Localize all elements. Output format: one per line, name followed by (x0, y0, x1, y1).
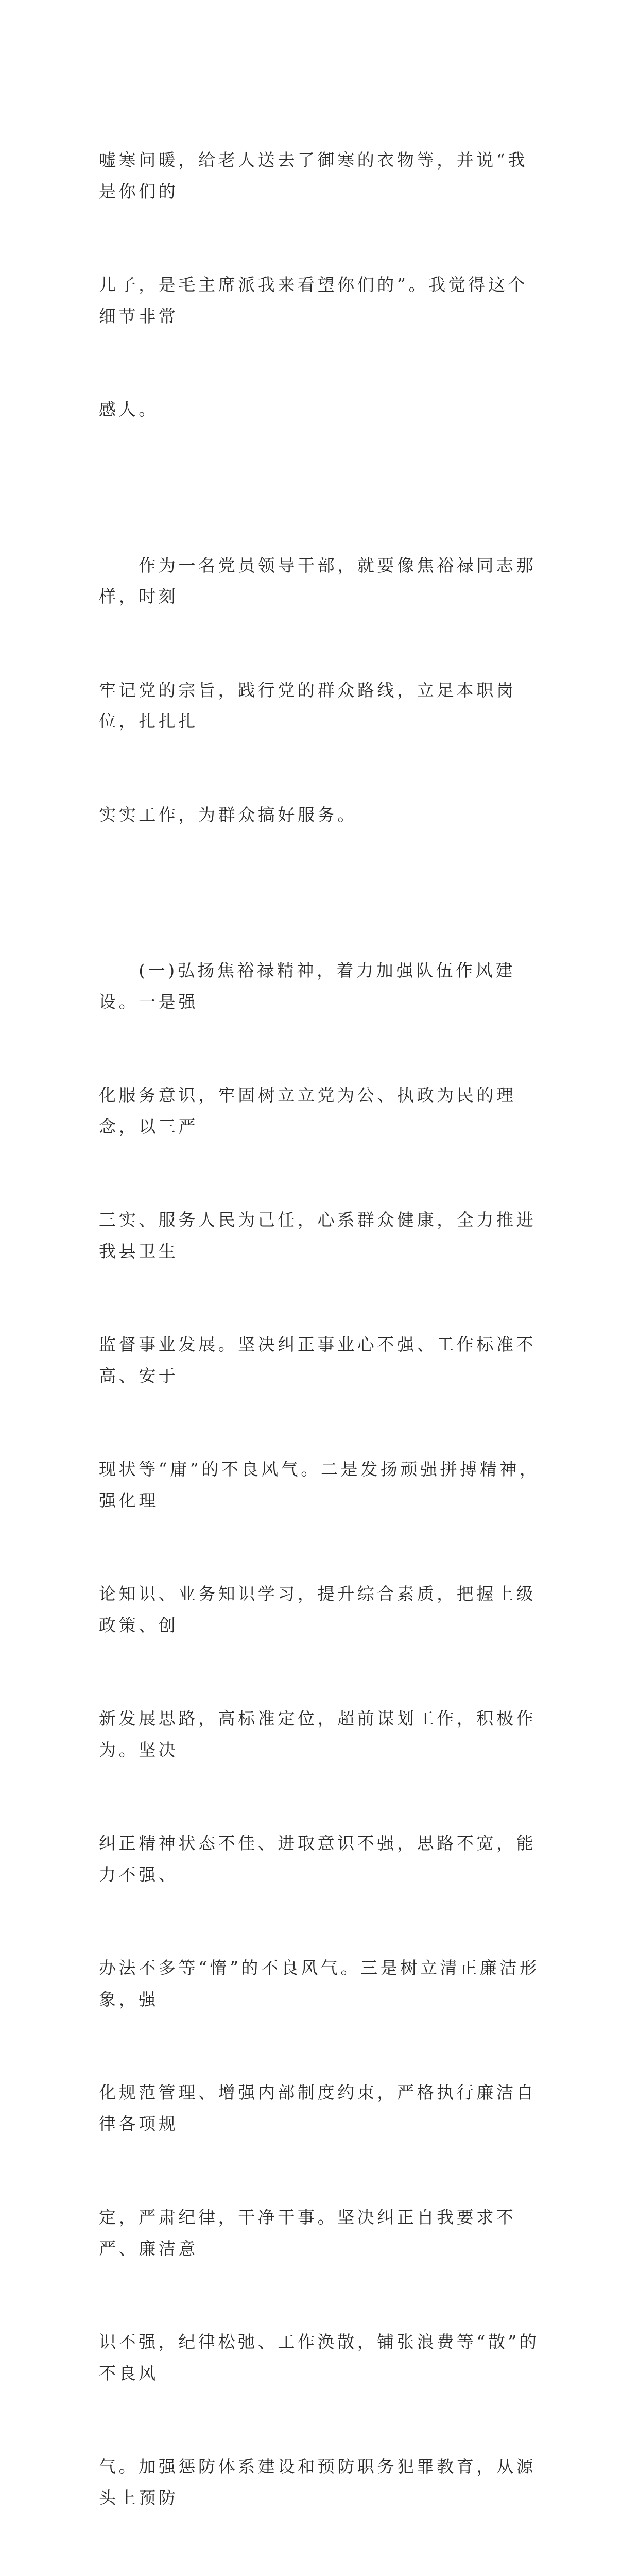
text-line: 嘘寒问暖，给老人送去了御寒的衣物等，并说“我是你们的 (99, 150, 528, 201)
document-body (99, 82, 543, 2576)
text-line: 牢记党的宗旨，践行党的群众路线，立足本职岗位，扎扎扎 (99, 680, 516, 731)
text-line: 儿子，是毛主席派我来看望你们的”。我觉得这个细节非常 (99, 275, 528, 326)
text-line: 论知识、业务知识学习，提升综合素质，把握上级政策、创 (99, 1584, 537, 1635)
text-line: 定，严肃纪律，干净干事。坚决纠正自我要求不严、廉洁意 (99, 2207, 516, 2259)
text-line: 三实、服务人民为己任，心系群众健康，全力推进我县卫生 (99, 1210, 537, 1261)
text-line: 感人。 (99, 399, 159, 419)
text-line: 化规范管理、增强内部制度约束，严格执行廉洁自律各项规 (99, 2082, 537, 2134)
text-line: 化服务意识，牢固树立立党为公、执政为民的理念，以三严 (99, 1085, 516, 1137)
paragraph-2 (99, 893, 543, 2576)
text-line: 气。加强惩防体系建设和预防职务犯罪教育，从源头上预防 (99, 2456, 537, 2508)
text-line: 识不强，纪律松弛、工作涣散，铺张浪费等“散”的不良风 (99, 2332, 540, 2383)
paragraph-0 (99, 82, 543, 488)
text-line: 监督事业发展。坚决纠正事业心不强、工作标准不高、安于 (99, 1334, 537, 1386)
text-line: 纠正精神状态不佳、进取意识不强，思路不宽，能力不强、 (99, 1833, 537, 1885)
text-line: 实实工作，为群众搞好服务。 (99, 804, 357, 825)
text-line: 新发展思路，高标准定位，超前谋划工作，积极作为。坚决 (99, 1708, 537, 1760)
text-line: 作为一名党员领导干部，就要像焦裕禄同志那样，时刻 (99, 555, 537, 606)
paragraph-1 (99, 488, 543, 893)
text-line: 办法不多等“惰”的不良风气。三是树立清正廉洁形象，强 (99, 1958, 540, 2009)
text-line: (一)弘扬焦裕禄精神，着力加强队伍作风建设。一是强 (99, 960, 515, 1012)
text-line: 现状等“庸”的不良风气。二是发扬顽强拼搏精神，强化理 (99, 1459, 540, 1511)
